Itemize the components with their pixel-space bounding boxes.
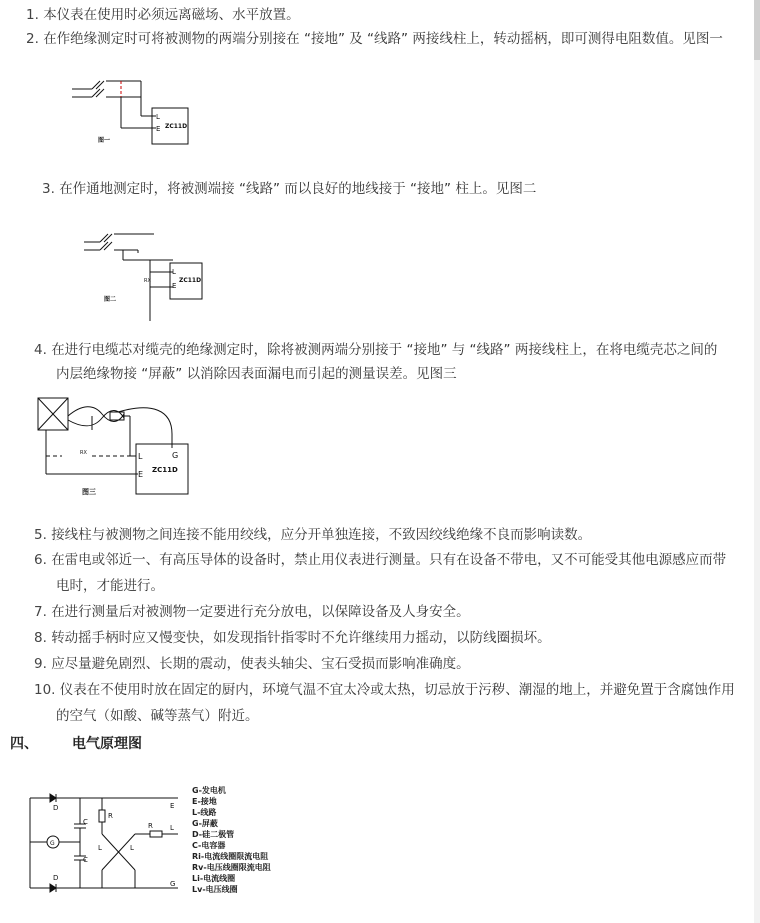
item-number: 4. — [34, 342, 47, 358]
item-text: 转动摇手柄时应又慢变快，如发现指针指零时不允许继续用力摇动，以防线圈损坏。 — [51, 630, 551, 646]
section-number: 四、 — [10, 736, 38, 752]
list-item — [34, 342, 717, 358]
legend-item: Li-电流线圈 — [192, 874, 236, 883]
rx-label: RX — [80, 450, 87, 456]
item-number: 1. — [26, 7, 39, 23]
list-item — [34, 552, 726, 568]
item-text: 应尽量避免剧烈、长期的震动，使表头轴尖、宝石受损而影响准确度。 — [51, 656, 470, 672]
terminal-E: E — [138, 470, 144, 479]
label-R2: R — [148, 822, 153, 830]
terminal-L: L — [156, 113, 160, 121]
legend-item: Rv-电压线圈限流电阻 — [192, 863, 271, 872]
scrollbar-thumb[interactable] — [754, 0, 760, 60]
item-text: 电时，才能进行。 — [56, 578, 164, 594]
list-item — [42, 181, 536, 197]
figure-caption: 图一 — [98, 137, 111, 144]
figure-caption: 图二 — [104, 296, 117, 303]
meter-model: ZC11D — [179, 277, 202, 284]
meter-model: ZC11D — [152, 466, 178, 474]
legend-item: E-接地 — [192, 797, 217, 806]
terminal-L: L — [172, 268, 176, 276]
list-item — [26, 31, 723, 47]
list-item — [34, 682, 735, 698]
item-text: 在进行电缆芯对缆壳的绝缘测定时，除将被测两端分别接于 “接地” 与 “线路” 两接线柱上，在将电缆壳芯之间的 — [51, 342, 718, 358]
item-number: 2. — [26, 31, 39, 47]
legend-item: D-硅二极管 — [192, 830, 235, 839]
list-item — [34, 630, 551, 646]
legend-item: G-屏蔽 — [192, 819, 218, 828]
item-text: 仪表在不使用时放在固定的厨内，环境气温不宜太冷或太热，切忌放于污秽、潮湿的地上，并避免置于含腐蚀作用 — [59, 682, 735, 698]
rx-label: RX — [144, 278, 151, 284]
list-item — [34, 656, 470, 672]
list-item-continuation — [56, 578, 164, 594]
item-number: 7. — [34, 604, 47, 620]
list-item — [34, 604, 470, 620]
figure-2 — [78, 225, 218, 329]
terminal-E: E — [170, 802, 175, 810]
item-number: 5. — [34, 527, 47, 543]
item-number: 6. — [34, 552, 47, 568]
item-text: 的空气（如酸、碱等蒸气）附近。 — [56, 708, 259, 724]
label-C1: C — [83, 818, 88, 826]
scrollbar[interactable] — [754, 0, 760, 923]
figure-caption: 图三 — [82, 488, 96, 496]
label-L1: L — [98, 844, 102, 852]
item-number: 10. — [34, 682, 56, 698]
item-text: 在作通地测定时，将被测端接 “线路” 而以良好的地线接于 “接地” 柱上。见图二 — [59, 181, 537, 197]
item-text: 本仪表在使用时必须远离磁场、水平放置。 — [43, 7, 300, 23]
list-item-continuation — [56, 366, 457, 382]
item-text: 在作绝缘测定时可将被测物的两端分别接在 “接地” 及 “线路” 两接线柱上，转动摇柄，即可测得电阻数值。见图一 — [43, 31, 723, 47]
list-item — [26, 7, 300, 23]
terminal-E: E — [156, 125, 161, 133]
item-number: 8. — [34, 630, 47, 646]
label-G: G — [50, 840, 55, 847]
terminal-G: G — [172, 451, 179, 460]
terminal-L: L — [138, 452, 143, 461]
terminal-L: L — [170, 824, 174, 832]
label-D1: D — [53, 804, 59, 812]
item-text: 在雷电或邻近一、有高压导体的设备时，禁止用仪表进行测量。只有在设备不带电，又不可能受其他电源感应而带 — [51, 552, 727, 568]
item-number: 3. — [42, 181, 55, 197]
list-item-continuation — [56, 708, 259, 724]
section-title: 电气原理图 — [72, 736, 142, 752]
item-text: 内层绝缘物接 “屏蔽” 以消除因表面漏电而引起的测量误差。见图三 — [56, 366, 457, 382]
legend-item: Ri-电流线圈限流电阻 — [192, 852, 269, 861]
meter-model: ZC11D — [165, 123, 188, 130]
legend-item: Lv-电压线圈 — [192, 885, 238, 894]
label-D2: D — [53, 874, 59, 882]
legend-item: G-发电机 — [192, 786, 226, 795]
item-number: 9. — [34, 656, 47, 672]
legend-item: L-线路 — [192, 808, 217, 817]
item-text: 在进行测量后对被测物一定要进行充分放电，以保障设备及人身安全。 — [51, 604, 470, 620]
item-text: 接线柱与被测物之间连接不能用绞线，应分开单独连接，不致因绞线绝缘不良而影响读数。 — [51, 527, 592, 543]
label-R1: R — [108, 812, 113, 820]
electrical-schematic — [20, 780, 190, 904]
list-item — [34, 527, 591, 543]
figure-3 — [32, 390, 202, 509]
terminal-G: G — [170, 880, 176, 888]
figure-1 — [66, 70, 206, 154]
label-C2: C — [83, 856, 88, 864]
legend-item: C-电容器 — [192, 841, 226, 850]
label-L2: L — [130, 844, 134, 852]
terminal-E: E — [172, 282, 177, 290]
